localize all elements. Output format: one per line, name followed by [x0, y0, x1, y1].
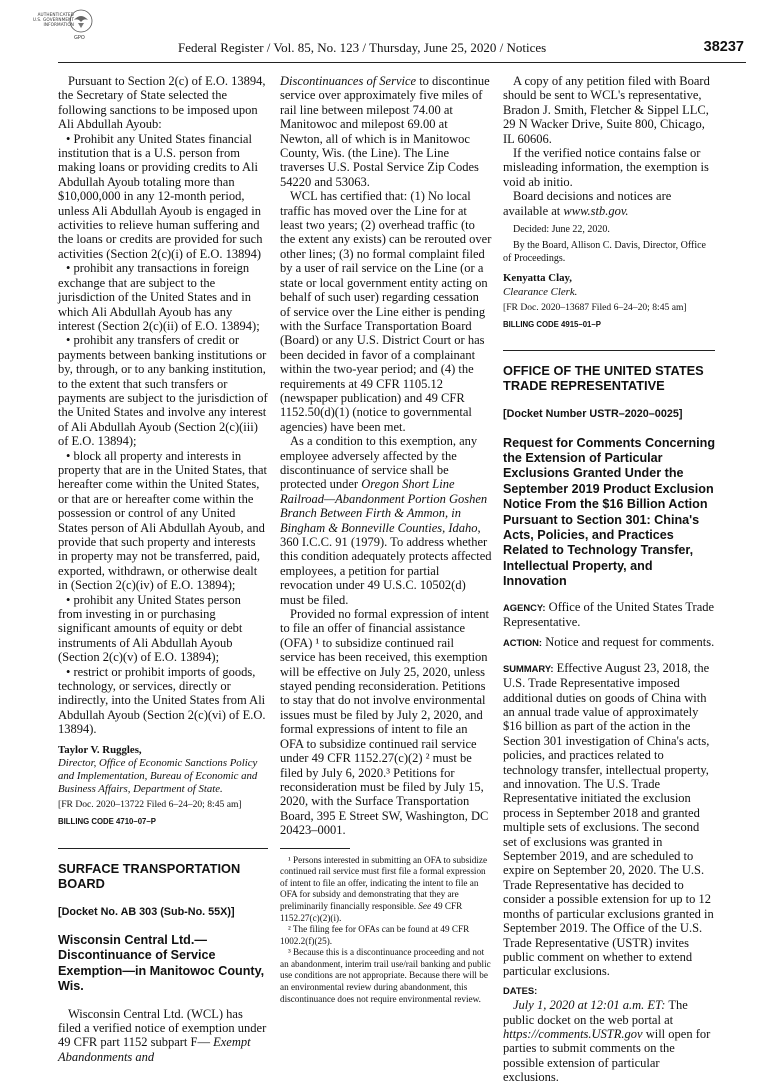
case-citation: Oregon Short Line Railroad—Abandonment Portion Goshen Branch Between Firth & Ammon, in Bingham & Bonneville Counties, Idaho [280, 477, 488, 535]
signer-title: Director, Office of Economic Sanctions Policy and Implementation, Bureau of Economic and Business Affairs, Department of State. [58, 757, 258, 796]
signer-name: Kenyatta Clay, [503, 272, 572, 285]
footnote-text: 49 CFR 1152.27(c)(2)(i). [280, 900, 463, 923]
action-paragraph [503, 635, 715, 650]
logo-line: AUTHENTICATED [37, 12, 74, 17]
body-text: will open for parties to submit comments on the possible extension of particular exclusions. [503, 1026, 711, 1085]
logo-gpo-label: GPO [74, 35, 85, 41]
dates-label: DATES: [503, 984, 538, 996]
action-label: ACTION: [503, 637, 543, 649]
summary-paragraph [503, 661, 715, 979]
header-rule [58, 62, 746, 63]
bullet-item: • prohibit any United States person from investing in or purchasing significant amounts of equity or debt instruments of Ali Abdullah Ayoub (Section 2(c)(v) of E.O. 13894); [58, 592, 243, 665]
agency-label: AGENCY: [503, 601, 546, 613]
body-text: Wisconsin Central Ltd. (WCL) has filed a verified notice of exemption under 49 CFR part 1152 subpart F— [58, 1006, 267, 1050]
paragraph [58, 1007, 268, 1065]
footnote-text: ¹ Persons interested in submitting an OFA to subsidize continued rail service must first file a formal expression of intent to file an offer, indicating the intent to file an OFA for subsidy and demonstrating that they are preliminarily financially responsible. [280, 854, 488, 911]
page-number: 38237 [703, 39, 744, 55]
section-divider [503, 350, 715, 351]
subject-heading: Wisconsin Central Ltd.— Discontinuance of Service Exemption—in Manitowoc County, Wis. [58, 932, 265, 994]
paragraph: Provided no formal expression of intent to file an offer of financial assistance (OFA) ¹ to subsidize continued rail service has been received, this exemption will be effective on July 25, 2020, unless stayed pending reconsideration. Petitions to stay that do not involve environmental issues must be filed by July 2, 2020, and formal expressions of intent to file an OFA to subsidize continued rail service under 49 CFR 1152.27(c)(2) ² must be filed by July 6, 2020.³ Petitions for reconsideration must be filed by July 15, 2020, with the Surface Transportation Board, 395 E Street SW, Washington, DC 20423–0001. [280, 607, 489, 838]
paragraph: WCL has certified that: (1) No local traffic has moved over the Line for at least two years; (2) overhead traffic (to the extent any exists) can be rerouted over other lines; (3) no formal complaint filed by a user of rail service on the Line (or a state or local government entity acting on behalf of such user) regarding cessation of service over the Line either is pending with the Surface Transportation Board (Board) or any U.S. District Court or has been decided in favor of a complainant within the two-year period; and (4) the requirements at 49 CFR 1105.12 (newspaper publication) and 49 CFR 1152.50(d)(1) (notice to governmental agencies) have been met. [280, 189, 492, 434]
footnote-italic: See [418, 900, 432, 911]
body-text: Notice and request for comments. [542, 635, 715, 650]
column-3 [503, 74, 715, 1085]
bullet-item: • prohibit any transactions in foreign exchange that are subject to the jurisdiction of the United States and in which Ali Abdullah Ayoub has any interest (Section 2(c)(ii) of E.O. 13894); [58, 261, 260, 333]
website-link: https://comments.USTR.gov [503, 1026, 643, 1041]
body-text: to discontinue service over approximately five miles of rail line between milepost 74.00 at Manitowoc and milepost 69.00 at Newton, all of which is in Manitowoc County, Wis. (the Line). The Line traverses U.S. Postal Service Zip Codes 54220 and 53063. [280, 74, 490, 189]
by-the-board: By the Board, Allison C. Davis, Director, Office of Proceedings. [503, 240, 706, 264]
body-italic: Discontinuances of Service [280, 74, 417, 88]
dates-label-line [503, 983, 715, 998]
running-head: Federal Register / Vol. 85, No. 123 / Thursday, June 25, 2020 / Notices [178, 40, 547, 55]
paragraph [503, 189, 715, 218]
docket-number: [Docket No. AB 303 (Sub-No. 55X)] [58, 905, 235, 918]
body-text: Effective August 23, 2018, the U.S. Trade Representative imposed additional duties on goods of China with an annual trade value of approximately $16 billion as part of the action in the Section 301 investigation of China's acts, policies, and practices related to technology transfer, intellectual property, and innovation. The U.S. Trade Representative initiated the exclusion process in September 2018 and granted multiple sets of exclusions. The second set of exclusions was granted in September 2019, and are scheduled to expire on September 20, 2020. The U.S. Trade Representative has decided to consider a possible extension for up to 12 months of particular exclusions granted in September 2019. The Office of the U.S. Trade Representative (USTR) invites public comment on whether to extend particular exclusions. [503, 660, 714, 979]
decided-date: Decided: June 22, 2020. [513, 224, 610, 236]
body-italic: July 1, 2020 at 12:01 a.m. ET: [513, 998, 666, 1013]
body-text: , 360 I.C.C. 91 (1979). To address whether this condition adequately protects affected employees, a petition for partial revocation under 49 U.S.C. 10502(d) must be filed. [280, 520, 492, 607]
logo-line: INFORMATION [43, 22, 74, 27]
fr-doc-line: [FR Doc. 2020–13722 Filed 6–24–20; 8:45 am] [58, 799, 242, 811]
paragraph: A copy of any petition filed with Board should be sent to WCL's representative, Bradon J. Smith, Fletcher & Sippel LLC, 29 N Wacker Drive, Suite 800, Chicago, IL 60606. [503, 74, 710, 146]
column-1 [58, 74, 268, 1064]
bullet-item: • prohibit any transfers of credit or payments between banking institutions or by, through, or to any banking institution, to the extent that such transfers or payments are subject to the jurisdiction of the United States and involve any interest of Ali Abdullah Ayoub (Section 2(c)(iii) of E.O. 13894); [58, 333, 268, 449]
agency-heading: OFFICE OF THE UNITED STATES TRADE REPRESENTATIVE [503, 363, 704, 394]
fr-doc-line: [FR Doc. 2020–13687 Filed 6–24–20; 8:45 am] [503, 301, 687, 313]
section-divider [58, 848, 268, 849]
subject-heading: Request for Comments Concerning the Extension of Particular Exclusions Granted Under the September 2019 Product Exclusion Notice From the $16 Billion Action Pursuant to Section 301: China's Acts, Policies, and Practices Related to Technology Transfer, Intellectual Property, and Innovation [503, 435, 716, 589]
website-link: www.stb.gov. [563, 203, 629, 218]
body-text: Office of the United States Trade Representative. [503, 599, 715, 629]
logo-text [14, 12, 74, 27]
logo-line: U.S. GOVERNMENT [32, 17, 74, 22]
billing-code: BILLING CODE 4710–07–P [58, 817, 156, 827]
agency-paragraph [503, 600, 715, 630]
body-text: The public docket on the web portal at [503, 998, 688, 1027]
footnote [280, 855, 492, 925]
page-header [0, 40, 770, 60]
bullet-item: • Prohibit any United States financial institution that is a U.S. person from making loans or providing credits to Ali Abdullah Ayoub totaling more than $10,000,000 in any 12-month period, unless Ali Abdullah Ayoub is engaged in activities to relieve human suffering and the loans or credits are provided for such activities (Section 2(c)(i) of E.O. 13894) [58, 131, 263, 261]
footnote-rule [280, 848, 350, 849]
agency-heading: SURFACE TRANSPORTATION BOARD [58, 860, 241, 891]
summary-label: SUMMARY: [503, 662, 554, 674]
billing-code: BILLING CODE 4915–01–P [503, 319, 601, 329]
paragraph: Pursuant to Section 2(c) of E.O. 13894, the Secretary of State selected the following sanctions to be imposed upon Ali Abdullah Ayoub: [58, 74, 266, 132]
gpo-authentication-logo [14, 8, 98, 42]
signer-title: Clearance Clerk. [503, 285, 578, 298]
dates-paragraph [503, 998, 715, 1084]
column-2 [280, 74, 492, 1005]
body-text: Board decisions and notices are available at [503, 189, 672, 218]
paragraph [280, 74, 492, 189]
gpo-eagle-icon [66, 8, 96, 38]
bullet-item: • restrict or prohibit imports of goods, technology, or services, directly or indirectly, into the United States from Ali Abdullah Ayoub (Section 2(c)(vi) of E.O. 13894). [58, 664, 266, 737]
body-italic: Exempt Abandonments and [58, 1035, 251, 1064]
bullet-item: • block all property and interests in property that are in the United States, that hereafter come within the United States, or that are or hereafter come within the possession or control of any United States person of Ali Abdullah Ayoub, and provide that such property and interests in property may not be transferred, paid, exported, withdrawn, or otherwise dealt in (Section 2(c)(iv) of E.O. 13894); [58, 448, 267, 593]
docket-number: [Docket Number USTR–2020–0025] [503, 408, 683, 421]
signer-name: Taylor V. Ruggles, [58, 743, 142, 756]
body-text: As a condition to this exemption, any employee adversely affected by the discontinuance of service shall be protected under [280, 434, 478, 492]
footnote: ³ Because this is a discontinuance proceeding and not an abandonment, interim trail use/rail banking and public use conditions are not appropriate. Because there will be an environmental review during abandonment, this discontinuance does not require environmental review. [280, 947, 491, 1004]
paragraph: If the verified notice contains false or misleading information, the exemption is void ab initio. [503, 146, 709, 189]
footnotes [280, 855, 492, 1006]
paragraph [280, 434, 492, 607]
footnote: ² The filing fee for OFAs can be found at 49 CFR 1002.2(f)(25). [280, 924, 470, 946]
